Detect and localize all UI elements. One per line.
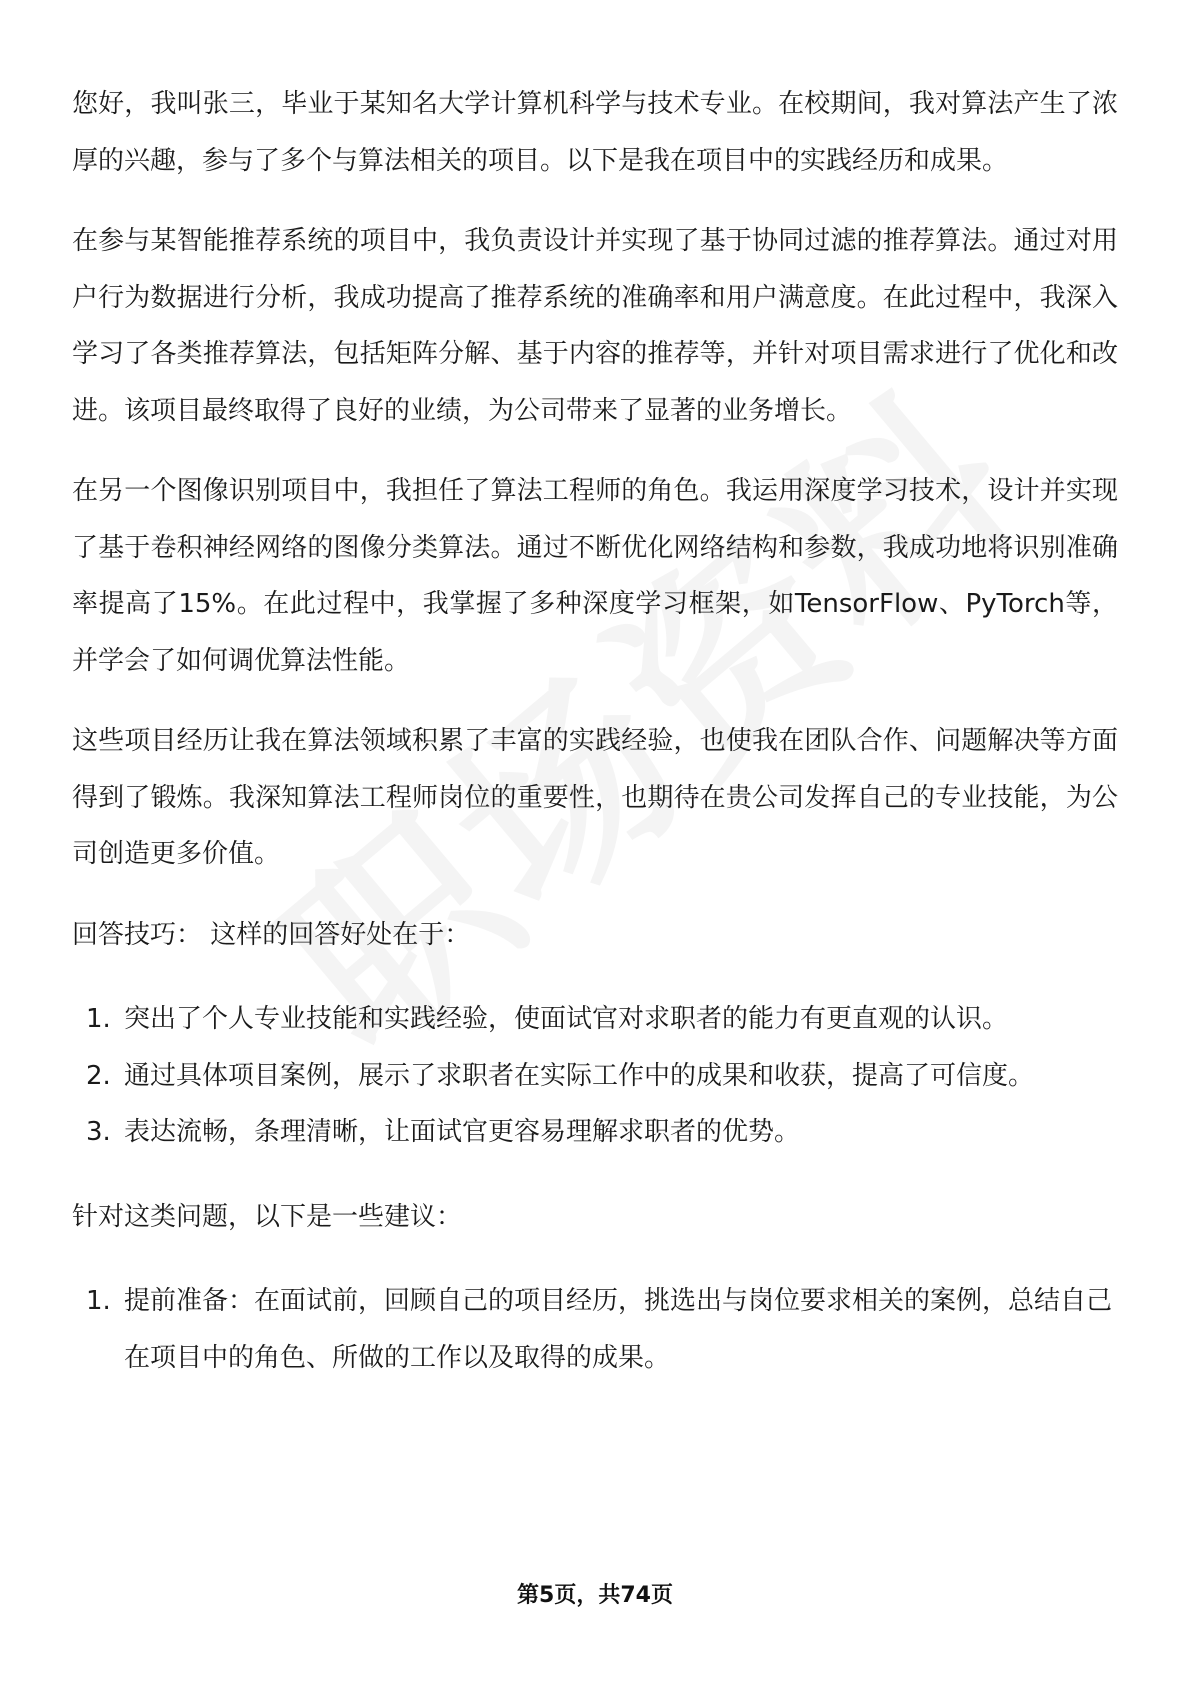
- image-recognition-project-paragraph: 在另一个图像识别项目中，我担任了算法工程师的角色。我运用深度学习技术，设计并实现了基于卷积神经网络的图像分类算法。通过不断优化网络结构和参数，我成功地将识别准确率提高了15%。在此过程中，我掌握了多种深度学习框架，如TensorFlow、PyTorch等，并学会了如何调优算法性能。: [72, 476, 1118, 676]
- intro-paragraph: 您好，我叫张三，毕业于某知名大学计算机科学与技术专业。在校期间，我对算法产生了浓厚的兴趣，参与了多个与算法相关的项目。以下是我在项目中的实践经历和成果。: [72, 89, 1118, 176]
- tips-list-item: [72, 991, 1118, 1048]
- list-item-number: 1.: [86, 1286, 111, 1316]
- tips-list: [72, 991, 1118, 1161]
- list-item-text: 突出了个人专业技能和实践经验，使面试官对求职者的能力有更直观的认识。: [124, 1004, 1009, 1034]
- page-number: 第5页，共74页: [517, 1583, 673, 1608]
- list-item-text: 提前准备：在面试前，回顾自己的项目经历，挑选出与岗位要求相关的案例，总结自己在项目中的角色、所做的工作以及取得的成果。: [124, 1286, 1113, 1373]
- list-item-text: 表达流畅，条理清晰，让面试官更容易理解求职者的优势。: [124, 1117, 801, 1147]
- list-item-number: 3.: [86, 1117, 111, 1147]
- list-item-number: 2.: [86, 1060, 111, 1091]
- advice-list: [72, 1273, 1118, 1386]
- recommendation-project-paragraph: 在参与某智能推荐系统的项目中，我负责设计并实现了基于协同过滤的推荐算法。通过对用户行为数据进行分析，我成功提高了推荐系统的准确率和用户满意度。在此过程中，我深入学习了各类推荐算法，包括矩阵分解、基于内容的推荐等，并针对项目需求进行了优化和改进。该项目最终取得了良好的业绩，为公司带来了显著的业务增长。: [72, 226, 1118, 426]
- list-item-number: 1.: [86, 1004, 111, 1034]
- advice-heading: 针对这类问题，以下是一些建议：: [72, 1201, 463, 1232]
- tips-heading: 回答技巧： 这样的回答好处在于：: [72, 919, 471, 950]
- tips-list-item: [72, 1104, 1118, 1161]
- list-item-text: 通过具体项目案例，展示了求职者在实际工作中的成果和收获，提高了可信度。: [124, 1060, 1035, 1091]
- advice-list-item: [72, 1273, 1118, 1386]
- summary-paragraph: 这些项目经历让我在算法领域积累了丰富的实践经验，也使我在团队合作、问题解决等方面得到了锻炼。我深知算法工程师岗位的重要性，也期待在贵公司发挥自己的专业技能，为公司创造更多价值。: [72, 726, 1118, 869]
- tips-list-item: [72, 1048, 1118, 1105]
- document-body: [72, 76, 1118, 1414]
